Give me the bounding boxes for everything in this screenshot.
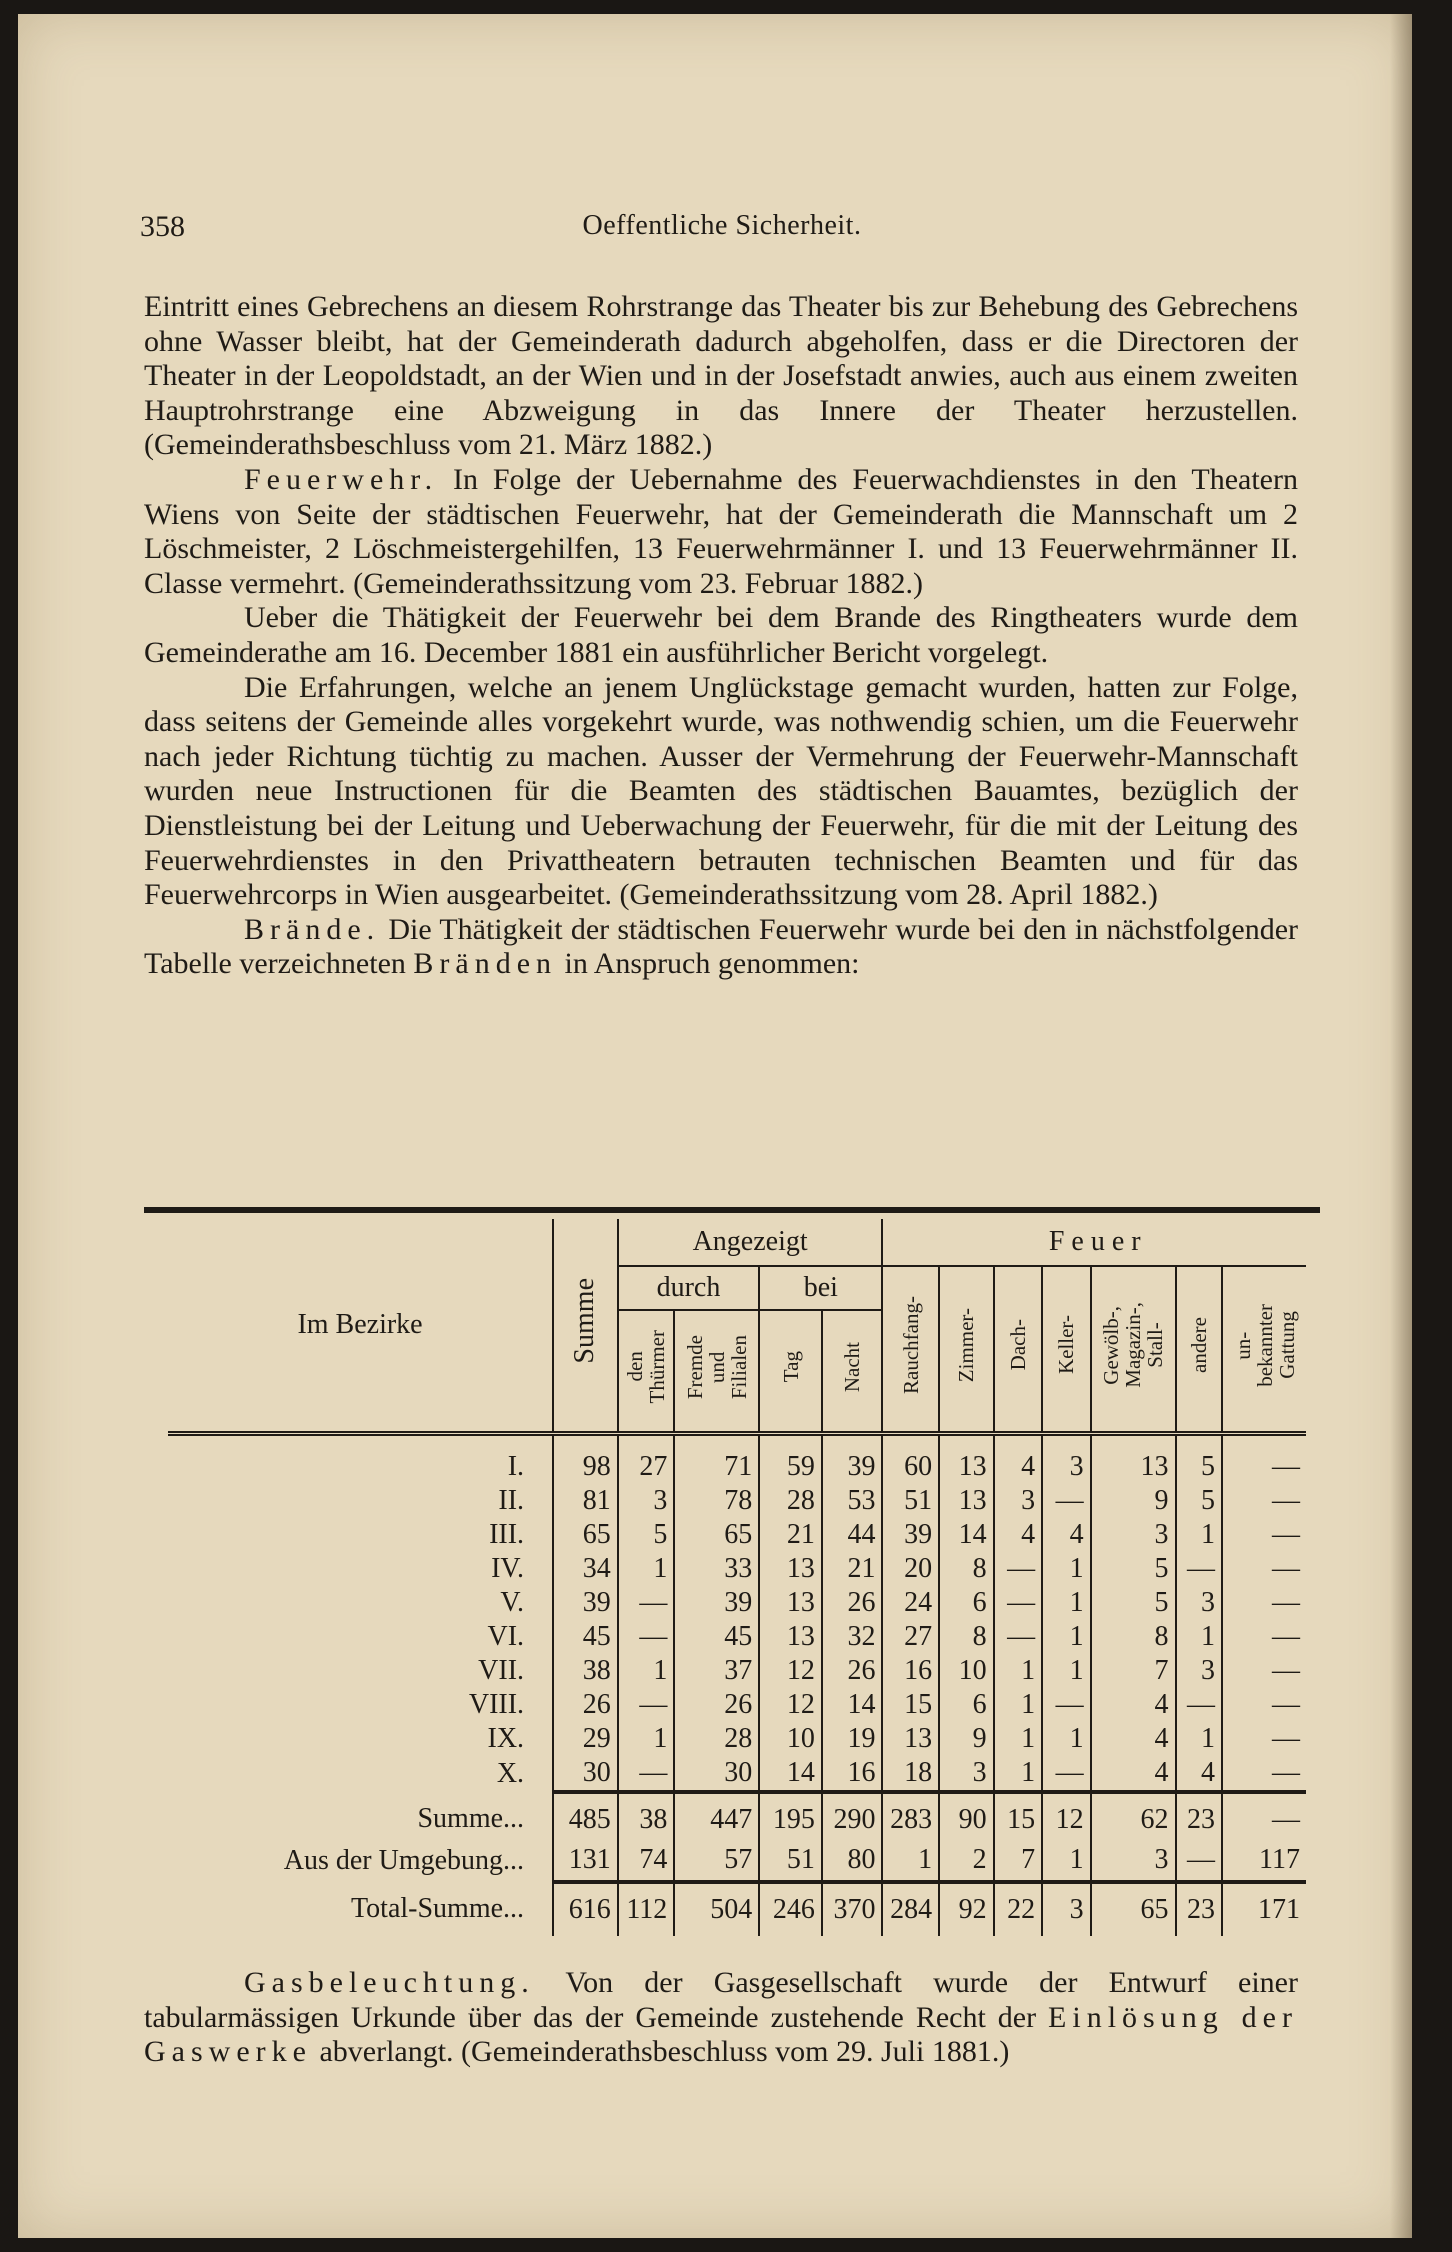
- table-cell: 10: [939, 1654, 994, 1688]
- table-cell: —: [1272, 1689, 1300, 1720]
- table-cell: 4: [1042, 1518, 1091, 1552]
- table-cell: 1: [618, 1722, 675, 1756]
- fires-table: [168, 1219, 1306, 1936]
- table-cell: —: [1272, 1519, 1300, 1550]
- header-dach-label: Dach-: [1005, 1319, 1030, 1371]
- paragraph-braende-text-b: in Anspruch genommen:: [557, 947, 860, 981]
- header-unbekannt-label: un- bekannter Gattung: [1230, 1303, 1299, 1387]
- table-cell: 5: [618, 1518, 675, 1552]
- table-cell: 53: [822, 1484, 883, 1518]
- table-cell: 21: [759, 1518, 822, 1552]
- table-cell: —: [618, 1688, 675, 1722]
- table-cell: 616: [553, 1882, 618, 1936]
- table-cell: 1: [1042, 1552, 1091, 1586]
- table-cell: —: [1176, 1552, 1222, 1586]
- table-cell: 5: [1091, 1586, 1176, 1620]
- table-cell: 37: [674, 1654, 759, 1688]
- table-cell: 62: [1091, 1792, 1176, 1840]
- table-cell: 38: [618, 1792, 675, 1840]
- header-gewoelb-label: Gewölb-, Magazin-, Stall-: [1099, 1302, 1168, 1388]
- table-cell: 71: [674, 1434, 759, 1485]
- table-cell: 13: [939, 1484, 994, 1518]
- table-cell: 51: [759, 1840, 822, 1882]
- table-cell: 1: [618, 1654, 675, 1688]
- table-cell: 28: [674, 1722, 759, 1756]
- table-cell: 34: [553, 1552, 618, 1586]
- paragraph-braende: [144, 913, 1298, 982]
- header-tag: [759, 1310, 822, 1434]
- table-cell: 92: [939, 1882, 994, 1936]
- page-edge-shadow: [1390, 14, 1412, 2238]
- fires-table-block: [144, 1207, 1320, 1936]
- table-cell: 9: [939, 1722, 994, 1756]
- table-cell: 51: [882, 1484, 939, 1518]
- paragraph-braende-text-a: Die Thätigkeit der städtischen Feuerwehr wurde bei den in nächstfolgender Tabelle verzeichneten: [144, 912, 1298, 981]
- table-cell: 78: [674, 1484, 759, 1518]
- table-cell: 8: [939, 1620, 994, 1654]
- table-cell: 38: [553, 1654, 618, 1688]
- paragraph-1: Eintritt eines Gebrechens an diesem Rohrstrange das Theater bis zur Behebung des Gebrechens ohne Wasser bleibt, hat der Gemeinderath dadurch abgeholfen, dass er die Directoren der Theater in der Leopoldstadt, an der Wien und in der Josefstadt anwies, auch aus einem zweiten Hauptrohrstrange eine Abzweigung in das Innere der Theater herzustellen. (Gemeinderathsbeschluss vom 21. März 1882.): [144, 290, 1298, 462]
- table-cell: 29: [553, 1722, 618, 1756]
- table-row: [168, 1518, 1306, 1552]
- table-row: [168, 1620, 1306, 1654]
- table-cell: 13: [759, 1620, 822, 1654]
- header-zimmer: [939, 1266, 994, 1434]
- table-cell: 1: [1176, 1518, 1222, 1552]
- table-cell: 39: [553, 1586, 618, 1620]
- table-cell: 24: [882, 1586, 939, 1620]
- table-cell: 290: [822, 1792, 883, 1840]
- paragraph-gasbeleuchtung: [144, 1966, 1298, 2070]
- header-fremde: [674, 1310, 759, 1434]
- table-cell: 16: [882, 1654, 939, 1688]
- row-label: IV.: [168, 1552, 553, 1586]
- header-dach: [994, 1266, 1043, 1434]
- table-row: [168, 1654, 1306, 1688]
- paragraph-feuerwehr-text: In Folge der Uebernahme des Feuerwachdienstes in den Theatern Wiens von Seite der städtischen Feuerwehr, hat der Gemeinderath die Mannschaft um 2 Löschmeister, 2 Löschmeistergehilfen, 13 Feuerwehrmänner I. und 13 Feuerwehrmänner II. Classe vermehrt. (Gemeinderathssitzung vom 23. Februar 1882.): [144, 462, 1298, 600]
- table-cell: 131: [553, 1840, 618, 1882]
- table-cell: 1: [994, 1722, 1043, 1756]
- table-cell: —: [618, 1586, 675, 1620]
- header-bezirk-label: Im Bezirke: [297, 1309, 423, 1340]
- table-top-rule: [144, 1207, 1320, 1213]
- table-cell: 12: [759, 1654, 822, 1688]
- table-cell: —: [994, 1586, 1043, 1620]
- table-cell: 117: [1259, 1844, 1300, 1875]
- table-cell: 3: [1091, 1518, 1176, 1552]
- page-number: 358: [140, 210, 185, 243]
- table-cell: 14: [939, 1518, 994, 1552]
- header-nacht: [822, 1310, 883, 1434]
- table-cell: 112: [618, 1882, 675, 1936]
- table-cell: 370: [822, 1882, 883, 1936]
- table-cell: 504: [674, 1882, 759, 1936]
- table-row: [168, 1722, 1306, 1756]
- table-cell: 1: [1042, 1654, 1091, 1688]
- header-unbekannt: [1222, 1266, 1306, 1434]
- table-cell: 30: [674, 1756, 759, 1792]
- table-cell: 16: [822, 1756, 883, 1792]
- table-cell: 8: [939, 1552, 994, 1586]
- table-cell: —: [1272, 1451, 1300, 1482]
- table-cell: 60: [882, 1434, 939, 1485]
- table-cell: —: [994, 1552, 1043, 1586]
- row-label: Summe...: [168, 1792, 553, 1840]
- table-cell: 1: [1042, 1586, 1091, 1620]
- table-cell: 90: [939, 1792, 994, 1840]
- section-head-braende: Brände.: [244, 912, 381, 946]
- header-thuermer-label: den Thürmer: [623, 1330, 670, 1404]
- table-cell: 27: [882, 1620, 939, 1654]
- table-cell: 7: [994, 1840, 1043, 1882]
- table-cell: 23: [1176, 1882, 1222, 1936]
- row-label: VII.: [168, 1654, 553, 1688]
- table-cell: 8: [1091, 1620, 1176, 1654]
- table-cell: 26: [553, 1688, 618, 1722]
- table-cell: 1: [618, 1552, 675, 1586]
- paragraph-feuerwehr: [144, 463, 1298, 601]
- table-cell: —: [1272, 1655, 1300, 1686]
- table-cell: —: [1176, 1840, 1222, 1882]
- table-cell: —: [1176, 1688, 1222, 1722]
- table-cell: 485: [553, 1792, 618, 1840]
- header-rauchfang-label: Rauchfang-: [898, 1296, 923, 1394]
- table-cell: 5: [1176, 1434, 1222, 1485]
- table-cell: 1: [1042, 1722, 1091, 1756]
- row-label: I.: [168, 1434, 553, 1485]
- table-cell: 20: [882, 1552, 939, 1586]
- table-cell: 1: [994, 1756, 1043, 1792]
- table-cell: 5: [1176, 1484, 1222, 1518]
- table-cell: 26: [822, 1654, 883, 1688]
- paragraph-gas-text-a: Von der Gasgesellschaft wurde der Entwurf einer tabularmässigen Urkunde über das der Gemeinde zustehende Recht der: [144, 1966, 1298, 2034]
- header-bezirk: [168, 1219, 553, 1434]
- header-tag-label: Tag: [778, 1351, 803, 1383]
- row-label: V.: [168, 1586, 553, 1620]
- header-bei: [759, 1266, 882, 1310]
- section-head-feuerwehr: Feuerwehr.: [244, 462, 439, 496]
- header-fremde-label: Fremde und Filialen: [682, 1334, 751, 1400]
- table-cell: 1: [1176, 1620, 1222, 1654]
- table-cell: 21: [822, 1552, 883, 1586]
- row-label: X.: [168, 1756, 553, 1792]
- header-bei-label: bei: [803, 1272, 838, 1303]
- table-cell: 1: [1176, 1722, 1222, 1756]
- header-durch-label: durch: [656, 1272, 721, 1303]
- table-row: [168, 1586, 1306, 1620]
- paragraph-ringtheater: Ueber die Thätigkeit der Feuerwehr bei dem Brande des Ringtheaters wurde dem Gemeinderathe am 16. December 1881 ein ausführlicher Bericht vorgelegt.: [144, 601, 1298, 669]
- total-row: [168, 1882, 1306, 1936]
- table-cell: —: [1272, 1757, 1300, 1788]
- table-cell: 3: [1042, 1434, 1091, 1485]
- table-cell: 4: [994, 1518, 1043, 1552]
- table-cell: —: [994, 1620, 1043, 1654]
- table-cell: 57: [674, 1840, 759, 1882]
- table-cell: 13: [759, 1586, 822, 1620]
- table-cell: 19: [822, 1722, 883, 1756]
- table-cell: 12: [1042, 1792, 1091, 1840]
- table-body: [168, 1434, 1306, 1937]
- row-label: II.: [168, 1484, 553, 1518]
- table-cell: 6: [939, 1586, 994, 1620]
- table-cell: 59: [759, 1434, 822, 1485]
- table-cell: 15: [882, 1688, 939, 1722]
- table-cell: 80: [822, 1840, 883, 1882]
- table-cell: 39: [674, 1586, 759, 1620]
- table-cell: 3: [1176, 1654, 1222, 1688]
- header-angezeigt: [618, 1219, 883, 1266]
- table-cell: 5: [1091, 1552, 1176, 1586]
- header-nacht-label: Nacht: [840, 1341, 865, 1393]
- header-keller: [1042, 1266, 1091, 1434]
- table-cell: 4: [1091, 1722, 1176, 1756]
- table-cell: 1: [994, 1654, 1043, 1688]
- table-cell: 195: [759, 1792, 822, 1840]
- table-cell: 4: [1091, 1756, 1176, 1792]
- table-cell: 12: [759, 1688, 822, 1722]
- summe-row: [168, 1792, 1306, 1840]
- table-cell: —: [1272, 1621, 1300, 1652]
- table-cell: —: [1042, 1688, 1091, 1722]
- bottom-text: [144, 1966, 1298, 2070]
- table-cell: 22: [994, 1882, 1043, 1936]
- header-thuermer: [618, 1310, 675, 1434]
- table-cell: 81: [553, 1484, 618, 1518]
- row-label: VI.: [168, 1620, 553, 1654]
- book-page: [18, 14, 1412, 2238]
- table-cell: 3: [1091, 1840, 1176, 1882]
- table-cell: 4: [1091, 1688, 1176, 1722]
- table-cell: 74: [618, 1840, 675, 1882]
- header-summe-label: Summe: [569, 1278, 601, 1364]
- section-head-gasbeleuchtung: Gasbeleuchtung.: [244, 1966, 535, 1999]
- table-cell: 3: [1176, 1586, 1222, 1620]
- table-cell: 3: [618, 1484, 675, 1518]
- header-feuer: [882, 1219, 1306, 1266]
- header-feuer-label: F e u e r: [1048, 1226, 1141, 1257]
- table-cell: 13: [1091, 1434, 1176, 1485]
- table-cell: 9: [1091, 1484, 1176, 1518]
- table-cell: —: [1272, 1587, 1300, 1618]
- table-cell: 2: [939, 1840, 994, 1882]
- row-label: IX.: [168, 1722, 553, 1756]
- row-label: III.: [168, 1518, 553, 1552]
- table-cell: 13: [882, 1722, 939, 1756]
- table-cell: 6: [939, 1688, 994, 1722]
- paragraph-gas-text-b: abverlangt. (Gemeinderathsbeschluss vom 29. Juli 1881.): [311, 2035, 1010, 2069]
- table-row: [168, 1756, 1306, 1792]
- umgebung-row: [168, 1840, 1306, 1882]
- table-row: [168, 1434, 1306, 1485]
- table-cell: 39: [822, 1434, 883, 1485]
- table-cell: 4: [1176, 1756, 1222, 1792]
- table-cell: 284: [882, 1882, 939, 1936]
- emphasis-braenden: Bränden: [413, 947, 558, 981]
- table-cell: 44: [822, 1518, 883, 1552]
- table-row: [168, 1552, 1306, 1586]
- table-cell: 1: [994, 1688, 1043, 1722]
- table-cell: —: [1042, 1484, 1091, 1518]
- table-cell: —: [1272, 1485, 1300, 1516]
- table-cell: 283: [882, 1792, 939, 1840]
- page-header: [140, 210, 1304, 250]
- table-cell: 13: [759, 1552, 822, 1586]
- table-cell: 3: [1042, 1882, 1091, 1936]
- header-andere: [1176, 1266, 1222, 1434]
- header-summe: [553, 1219, 618, 1434]
- paragraph-erfahrungen: Die Erfahrungen, welche an jenem Unglückstage gemacht wurden, hatten zur Folge, dass seitens der Gemeinde alles vorgekehrt wurde, was nothwendig schien, um die Feuerwehr nach jeder Richtung tüchtig zu machen. Ausser der Vermehrung der Feuerwehr-Mannschaft wurden neue Instructionen für die Beamten des städtischen Bauamtes, bezüglich der Dienstleistung bei der Leitung und Ueberwachung der Feuerwehr, für die mit der Leitung des Feuerwehrdienstes in den Privattheatern betrauten technischen Beamten und für das Feuerwehrcorps in Wien ausgearbeitet. (Gemeinderathssitzung vom 28. April 1882.): [144, 670, 1298, 912]
- table-cell: 246: [759, 1882, 822, 1936]
- table-cell: 30: [553, 1756, 618, 1792]
- table-cell: —: [1222, 1792, 1306, 1840]
- row-label: Total-Summe...: [168, 1882, 553, 1936]
- header-andere-label: andere: [1186, 1317, 1211, 1373]
- table-cell: 33: [674, 1552, 759, 1586]
- header-angezeigt-label: Angezeigt: [692, 1226, 808, 1257]
- table-cell: 3: [939, 1756, 994, 1792]
- header-zimmer-label: Zimmer-: [954, 1307, 979, 1383]
- table-cell: 98: [553, 1434, 618, 1485]
- table-cell: 27: [618, 1434, 675, 1485]
- table-cell: —: [1272, 1723, 1300, 1754]
- header-gewoelb: [1091, 1266, 1176, 1434]
- table-cell: 447: [674, 1792, 759, 1840]
- table-cell: —: [618, 1620, 675, 1654]
- row-label: VIII.: [168, 1688, 553, 1722]
- table-cell: 26: [674, 1688, 759, 1722]
- table-cell: 18: [882, 1756, 939, 1792]
- table-cell: 14: [822, 1688, 883, 1722]
- table-cell: 10: [759, 1722, 822, 1756]
- table-cell: —: [618, 1756, 675, 1792]
- emphasis-einloesung: Einlösung der Gaswerke: [144, 2000, 1298, 2069]
- row-label: Aus der Umgebung...: [168, 1840, 553, 1882]
- table-cell: 171: [1222, 1882, 1306, 1936]
- table-cell: 3: [994, 1484, 1043, 1518]
- table-cell: 1: [1042, 1840, 1091, 1882]
- table-cell: 26: [822, 1586, 883, 1620]
- table-cell: —: [1042, 1756, 1091, 1792]
- table-row: [168, 1688, 1306, 1722]
- table-cell: —: [1272, 1553, 1300, 1584]
- table-cell: 65: [553, 1518, 618, 1552]
- table-cell: 32: [822, 1620, 883, 1654]
- running-title: Oeffentliche Sicherheit.: [582, 210, 862, 241]
- table-cell: 65: [1091, 1882, 1176, 1936]
- table-cell: 45: [553, 1620, 618, 1654]
- table-cell: 7: [1091, 1654, 1176, 1688]
- table-cell: 28: [759, 1484, 822, 1518]
- table-cell: 65: [674, 1518, 759, 1552]
- table-cell: 39: [882, 1518, 939, 1552]
- table-cell: 1: [1042, 1620, 1091, 1654]
- table-cell: 45: [674, 1620, 759, 1654]
- table-cell: 1: [882, 1840, 939, 1882]
- table-cell: 15: [994, 1792, 1043, 1840]
- header-rauchfang: [882, 1266, 939, 1434]
- body-text: [144, 290, 1298, 982]
- table-cell: 4: [994, 1434, 1043, 1485]
- table-cell: 14: [759, 1756, 822, 1792]
- header-keller-label: Keller-: [1054, 1315, 1079, 1375]
- table-cell: 13: [939, 1434, 994, 1485]
- header-durch: [618, 1266, 759, 1310]
- table-cell: 23: [1176, 1792, 1222, 1840]
- table-row: [168, 1484, 1306, 1518]
